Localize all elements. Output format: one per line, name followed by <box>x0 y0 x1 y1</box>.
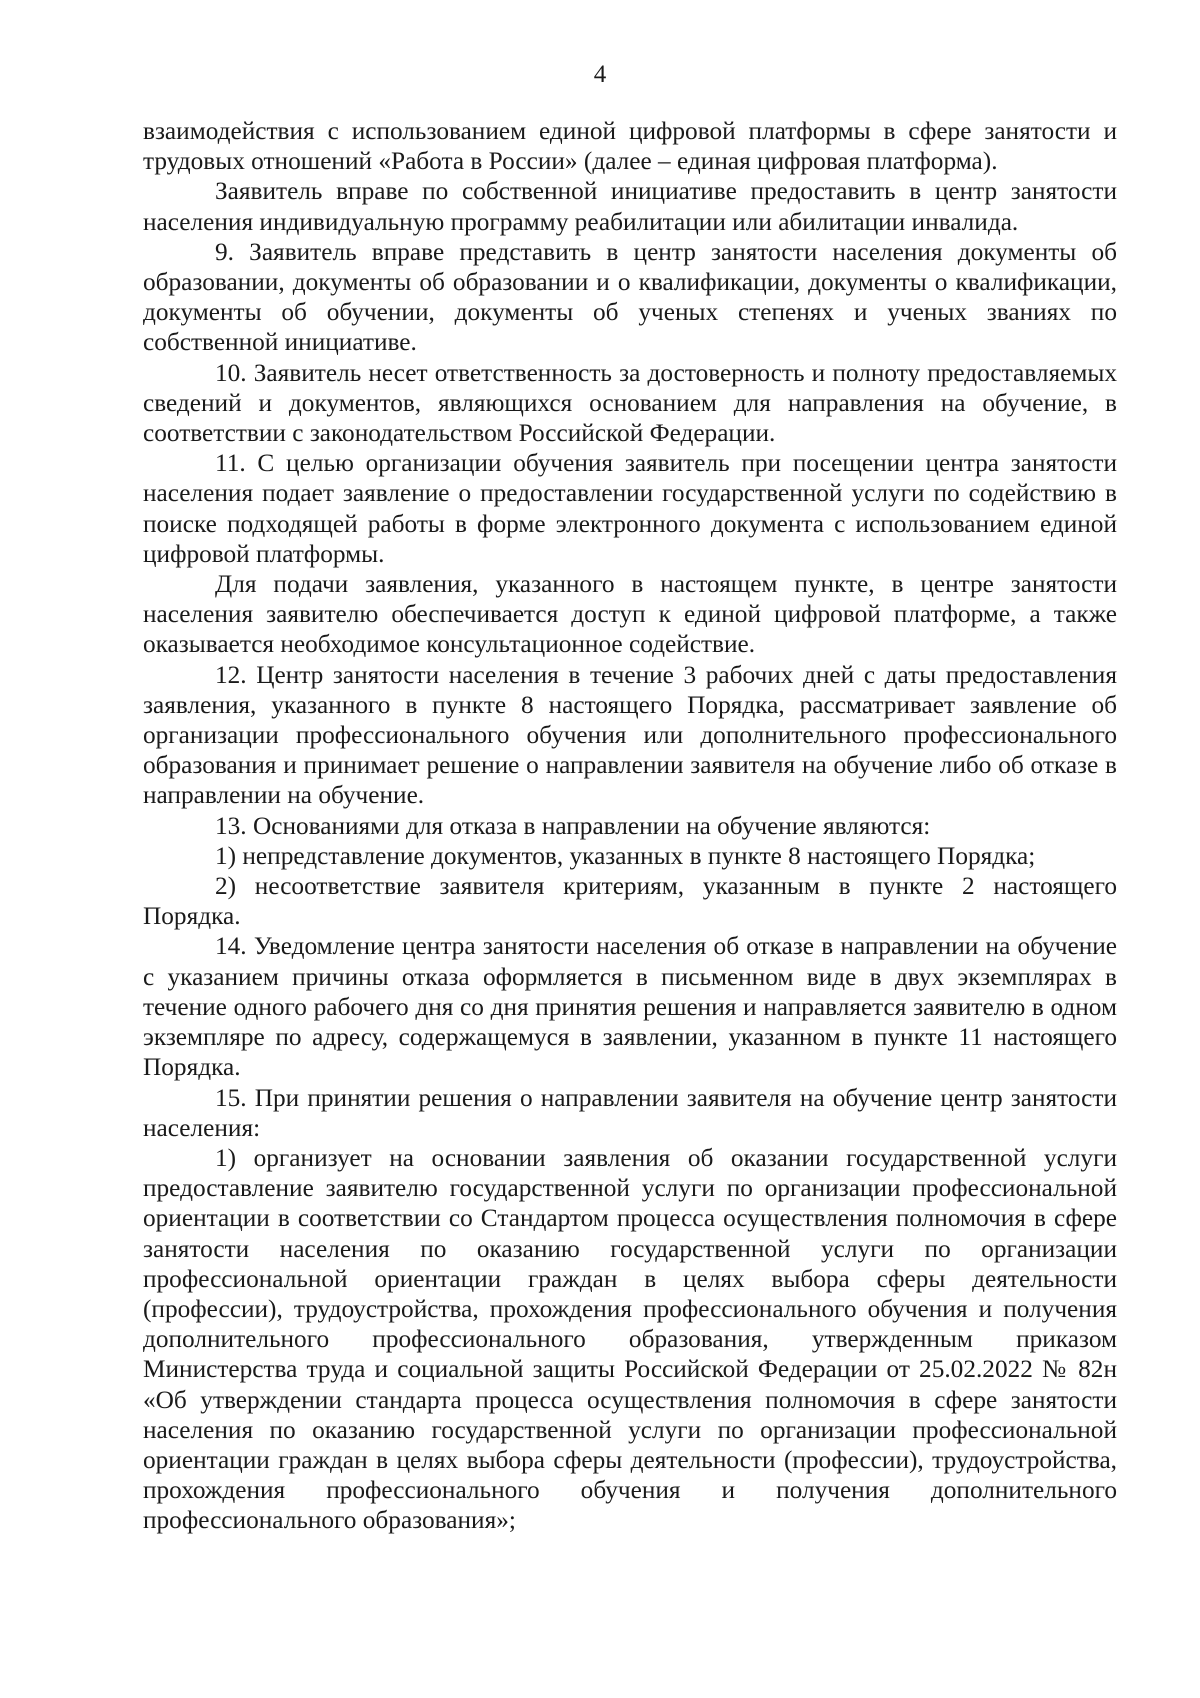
paragraph-item-11-access: Для подачи заявления, указанного в настоящем пункте, в центре занятости населения заявителю обеспечивается доступ к единой цифровой платформе, а также оказывается необходимое консультационное содействие. <box>143 570 1117 659</box>
paragraph-item-14: 14. Уведомление центра занятости населения об отказе в направлении на обучение с указанием причины отказа оформляется в письменном виде в двух экземплярах в течение одного рабочего дня со дня принятия решения и направляется заявителю в одном экземпляре по адресу, содержащемуся в заявлении, указанном в пункте 11 настоящего Порядка. <box>143 932 1117 1082</box>
paragraph-continuation: взаимодействия с использованием единой цифровой платформы в сфере занятости и трудовых отношений «Работа в России» (далее – единая цифровая платформа). <box>143 117 1117 176</box>
document-body <box>143 116 1117 1536</box>
paragraph-item-10: 10. Заявитель несет ответственность за достоверность и полноту предоставляемых сведений и документов, являющихся основанием для направления на обучение, в соответствии с законодательством Российской Федерации. <box>143 358 1117 448</box>
page-number: 4 <box>593 61 607 88</box>
paragraph-item-13-sub-2: 2) несоответствие заявителя критериям, указанным в пункте 2 настоящего Порядка. <box>143 872 1117 931</box>
paragraph-item-13: 13. Основаниями для отказа в направлении на обучение являются: <box>215 811 931 840</box>
paragraph-item-11: 11. С целью организации обучения заявитель при посещении центра занятости населения подает заявление о предоставлении государственной услуги по содействию в поиске подходящей работы в форме электронного документа с использованием единой цифровой платформы. <box>143 449 1117 568</box>
paragraph-item-13-sub-1: 1) непредставление документов, указанных в пункте 8 настоящего Порядка; <box>215 841 1036 870</box>
paragraph-item-12: 12. Центр занятости населения в течение 3 рабочих дней с даты предоставления заявления, указанного в пункте 8 настоящего Порядка, рассматривает заявление об организации профессионального обучения или дополнительного профессионального образования и принимает решение о направлении заявителя на обучение либо об отказе в направлении на обучение. <box>143 660 1117 810</box>
paragraph-item-15-sub-1: 1) организует на основании заявления об оказании государственной услуги предоставление заявителю государственной услуги по организации профессиональной ориентации в соответствии со Стандартом процесса осуществления полномочия в сфере занятости населения по оказанию государственной услуги по организации профессиональной ориентации граждан в целях выбора сферы деятельности (профессии), трудоустройства, прохождения профессионального обучения и получения дополнительного профессионального образования, утвержденным приказом Министерства труда и социальной защиты Российской Федерации от 25.02.2022 № 82н «Об утверждении стандарта процесса осуществления полномочия в сфере занятости населения по оказанию государственной услуги по организации профессиональной ориентации граждан в целях выбора сферы деятельности (профессии), трудоустройства, прохождения профессионального обучения и получения дополнительного профессионального образования»; <box>143 1143 1117 1535</box>
paragraph-item-9: 9. Заявитель вправе представить в центр занятости населения документы об образовании, документы об образовании и о квалификации, документы о квалификации, документы об обучении, документы об ученых степенях и ученых званиях по собственной инициативе. <box>143 237 1117 357</box>
paragraph-rehabilitation-program: Заявитель вправе по собственной инициативе предоставить в центр занятости населения индивидуальную программу реабилитации или абилитации инвалида. <box>143 177 1117 236</box>
paragraph-item-15: 15. При принятии решения о направлении заявителя на обучение центр занятости населения: <box>143 1083 1117 1142</box>
